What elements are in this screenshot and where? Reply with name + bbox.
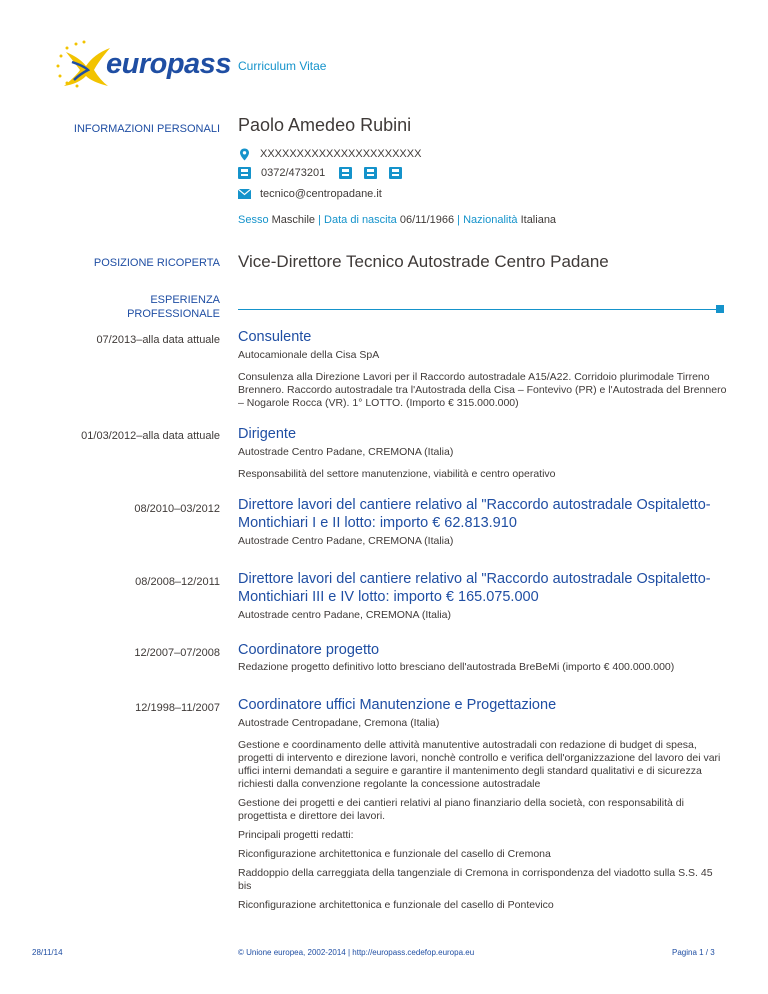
entry-2 xyxy=(238,425,728,481)
entry-date: 07/2013–alla data attuale xyxy=(96,334,220,346)
entry-title-line-2: Montichiari I e II lotto: importo € 62.813.910 xyxy=(238,515,517,531)
entry-date: 12/1998–11/2007 xyxy=(135,702,220,714)
entry-employer: Autostrade Centro Padane, CREMONA (Italia) xyxy=(238,446,454,458)
separator: | xyxy=(318,214,321,226)
footer-date: 28/11/14 xyxy=(32,948,63,957)
fax-icon xyxy=(364,167,377,179)
contact-email xyxy=(238,186,382,202)
entry-description-3: Principali progetti redatti: xyxy=(238,829,354,841)
entry-title: Consulente xyxy=(238,329,312,345)
location-pin-icon xyxy=(238,148,251,161)
brand-wordmark: europass xyxy=(106,48,231,80)
entry-date: 01/03/2012–alla data attuale xyxy=(81,430,220,442)
entry-5 xyxy=(238,641,728,674)
entry-employer: Autostrade Centropadane, Cremona (Italia) xyxy=(238,717,440,729)
entry-description: Consulenza alla Direzione Lavori per il Raccordo autostradale A15/A22. Corridoio plurimodale Tirreno Brennero. Raccordo autostradale tra l'Autostrada della Cisa – Fontevivo (PR) e l'Autostrada del Brennero – Nogarole Rocca (VR). 1° LOTTO. (Importo € 315.000.000) xyxy=(238,371,727,409)
doc-type: Curriculum Vitae xyxy=(238,59,327,73)
nationality-label: Nazionalità xyxy=(463,214,518,226)
entry-date: 08/2008–12/2011 xyxy=(135,576,220,588)
section-label-position: POSIZIONE RICOPERTA xyxy=(93,257,220,269)
entry-description-1: Gestione e coordinamento delle attività manutentive autostradali con redazione di budget di spesa, progetti di intervento e direzione lavori, nonchè controllo e verifica dell'organizzazione del lavoro dei vari uffici interni demandati a seguire e garantire il mantenimento degli standard qualitativi e di sicurezza richiesti dalla convenzione regolante la concessione autostradale xyxy=(238,739,721,790)
sex-value: Maschile xyxy=(271,214,316,226)
phone-icon xyxy=(238,167,251,179)
sex-label: Sesso xyxy=(238,214,269,226)
entry-title: Dirigente xyxy=(238,426,297,442)
position-value: Vice-Direttore Tecnico Autostrade Centro Padane xyxy=(238,252,609,271)
entry-3 xyxy=(238,496,728,548)
separator: | xyxy=(457,214,461,226)
footer-copyright[interactable]: © Unione europea, 2002-2014 | http://europass.cedefop.europa.eu xyxy=(238,948,475,957)
section-divider xyxy=(238,309,716,310)
other-phone-icon xyxy=(389,167,402,179)
entry-date: 12/2007–07/2008 xyxy=(134,647,220,659)
entry-date: 08/2010–03/2012 xyxy=(134,503,220,515)
entry-title: Coordinatore uffici Manutenzione e Progettazione xyxy=(238,697,557,713)
entry-title-line-2: Montichiari III e IV lotto: importo € 165.075.000 xyxy=(238,589,539,605)
email-value[interactable]: tecnico@centropadane.it xyxy=(260,188,382,200)
section-divider-square xyxy=(716,305,724,313)
entry-title-line-1: Direttore lavori del cantiere relativo al "Raccordo autostradale Ospitaletto- xyxy=(238,497,711,513)
entry-description: Redazione progetto definitivo lotto bresciano dell'autostrada BreBeMi (importo € 400.000.000) xyxy=(238,661,675,673)
email-icon xyxy=(238,189,251,199)
entry-employer: Autostrade centro Padane, CREMONA (Italia) xyxy=(238,609,452,621)
entry-description-4: Riconfigurazione architettonica e funzionale del casello di Cremona xyxy=(238,848,551,860)
personal-details xyxy=(238,214,556,227)
entry-description-5: Raddoppio della carreggiata della tangenziale di Cremona in corrispondenza del viadotto sulla S.S. 45 bis xyxy=(238,867,713,892)
birth-label: Data di nascita xyxy=(324,214,397,226)
address-value: XXXXXXXXXXXXXXXXXXXXXX xyxy=(260,148,422,160)
section-label-personal: INFORMAZIONI PERSONALI xyxy=(73,123,220,135)
entry-1 xyxy=(238,328,728,410)
contact-phone xyxy=(238,165,402,181)
entry-title-line-1: Direttore lavori del cantiere relativo al "Raccordo autostradale Ospitaletto- xyxy=(238,571,711,587)
europass-logo xyxy=(50,36,231,92)
entry-6 xyxy=(238,696,728,912)
nationality-value: Italiana xyxy=(520,214,557,226)
person-name: Paolo Amedeo Rubini xyxy=(238,115,412,135)
entry-description: Responsabilità del settore manutenzione, viabilità e centro operativo xyxy=(238,468,556,480)
section-label-experience-2: PROFESSIONALE xyxy=(127,308,220,320)
entry-description-6: Riconfigurazione architettonica e funzionale del casello di Pontevico xyxy=(238,899,554,911)
section-label-experience-1: ESPERIENZA xyxy=(150,294,220,306)
section-label-experience xyxy=(0,293,220,321)
birth-value: 06/11/1966 xyxy=(399,214,455,226)
contact-address xyxy=(238,146,421,162)
footer-page: Pagina 1 / 3 xyxy=(672,948,715,957)
entry-4 xyxy=(238,570,728,622)
mobile-icon xyxy=(339,167,352,179)
entry-employer: Autostrade Centro Padane, CREMONA (Italia) xyxy=(238,535,454,547)
entry-description-2: Gestione dei progetti e dei cantieri relativi al piano finanziario della società, con responsabilità di progettista e direttore dei lavori. xyxy=(238,797,684,822)
phone-value: 0372/473201 xyxy=(261,167,326,179)
entry-title: Coordinatore progetto xyxy=(238,642,380,658)
entry-employer: Autocamionale della Cisa SpA xyxy=(238,349,380,361)
